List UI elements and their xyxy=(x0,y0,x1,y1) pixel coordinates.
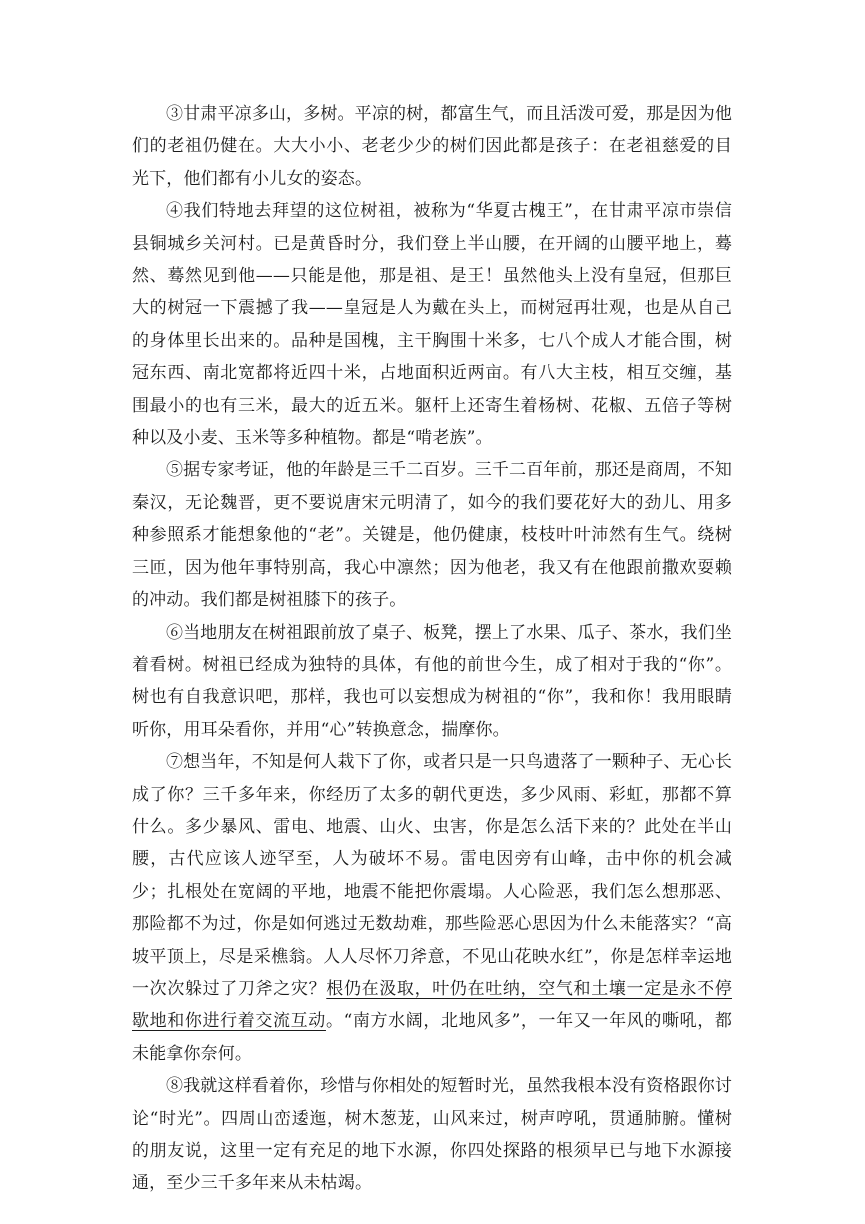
paragraph-6 xyxy=(132,617,732,747)
paragraph-3 xyxy=(132,98,732,195)
paragraph-5 xyxy=(132,454,732,616)
paragraph-4-text: ④我们特地去拜望的这位树祖，被称为“华夏古槐王”，在甘肃平凉市崇信县铜城乡关河村。已是黄昏时分，我们登上半山腰，在开阔的山腰平地上，蓦然、蓦然见到他——只能是他，那是祖、是王！虽然他头上没有皇冠，但那巨大的树冠一下震撼了我——皇冠是人为戴在头上，而树冠再壮观，也是从自己的身体里长出来的。品种是国槐，主干胸围十米多，七八个成人才能合围，树冠东西、南北宽都将近四十米，占地面积近两亩。有八大主枝，相互交缠，基围最小的也有三米，最大的近五米。躯杆上还寄生着杨树、花椒、五倍子等树种以及小麦、玉米等多种植物。都是“啃老族”。 xyxy=(132,201,732,449)
paragraph-3-text: ③甘肃平凉多山，多树。平凉的树，都富生气，而且活泼可爱，那是因为他们的老祖仍健在。大大小小、老老少少的树们因此都是孩子：在老祖慈爱的目光下，他们都有小儿女的姿态。 xyxy=(132,104,732,189)
paragraph-8-text: ⑧我就这样看着你，珍惜与你相处的短暂时光，虽然我根本没有资格跟你讨论“时光”。四周山峦逶迤，树木葱茏，山风来过，树声哼吼，贯通肺腑。懂树的朋友说，这里一定有充足的地下水源，你四处探路的根须早已与地下水源接通，至少三千多年来从未枯竭。 xyxy=(132,1076,732,1194)
paragraph-7 xyxy=(132,746,732,1070)
article-body xyxy=(132,98,732,1200)
paragraph-8 xyxy=(132,1070,732,1200)
paragraph-6-text: ⑥当地朋友在树祖跟前放了桌子、板凳，摆上了水果、瓜子、茶水，我们坐着看树。树祖已经成为独特的具体，有他的前世今生，成了相对于我的“你”。树也有自我意识吧，那样，我也可以妄想成为树祖的“你”，我和你！我用眼睛听你，用耳朵看你，并用“心”转换意念，揣摩你。 xyxy=(132,622,732,740)
paragraph-7-text-a: ⑦想当年，不知是何人栽下了你，或者只是一只鸟遗落了一颗种子、无心长成了你？三千多年来，你经历了太多的朝代更迭，多少风雨、彩虹，那都不算什么。多少暴风、雷电、地震、山火、虫害，你是怎么活下来的？此处在半山腰，古代应该人迹罕至，人为破坏不易。雷电因旁有山峰，击中你的机会减少；扎根处在宽阔的平地，地震不能把你震塌。人心险恶，我们怎么想那恶、那险都不为过，你是如何逃过无数劫难，那些险恶心思因为什么未能落实？“高坡平顶上，尽是采樵翁。人人尽怀刀斧意，不见山花映水红”，你是怎样幸运地一次次躲过了刀斧之灾？ xyxy=(132,752,732,999)
paragraph-4 xyxy=(132,195,732,454)
underlined-sentence: 根仍在汲取，叶仍在吐纳，空气和土壤一定是永不停歇地和你进行着交流互动 xyxy=(132,978,732,1032)
paragraph-5-text: ⑤据专家考证，他的年龄是三千二百岁。三千二百年前，那还是商周，不知秦汉，无论魏晋，更不要说唐宋元明清了，如今的我们要花好大的劲儿、用多种参照系才能想象他的“老”。关键是，他仍健康，枝枝叶叶沛然有生气。绕树三匝，因为他年事特别高，我心中凛然；因为他老，我又有在他跟前撒欢耍赖的冲动。我们都是树祖膝下的孩子。 xyxy=(132,460,732,611)
paragraph-7-text-b: 。“南方水阔，北地风多”，一年又一年风的嘶吼，都未能拿你奈何。 xyxy=(132,1011,733,1064)
